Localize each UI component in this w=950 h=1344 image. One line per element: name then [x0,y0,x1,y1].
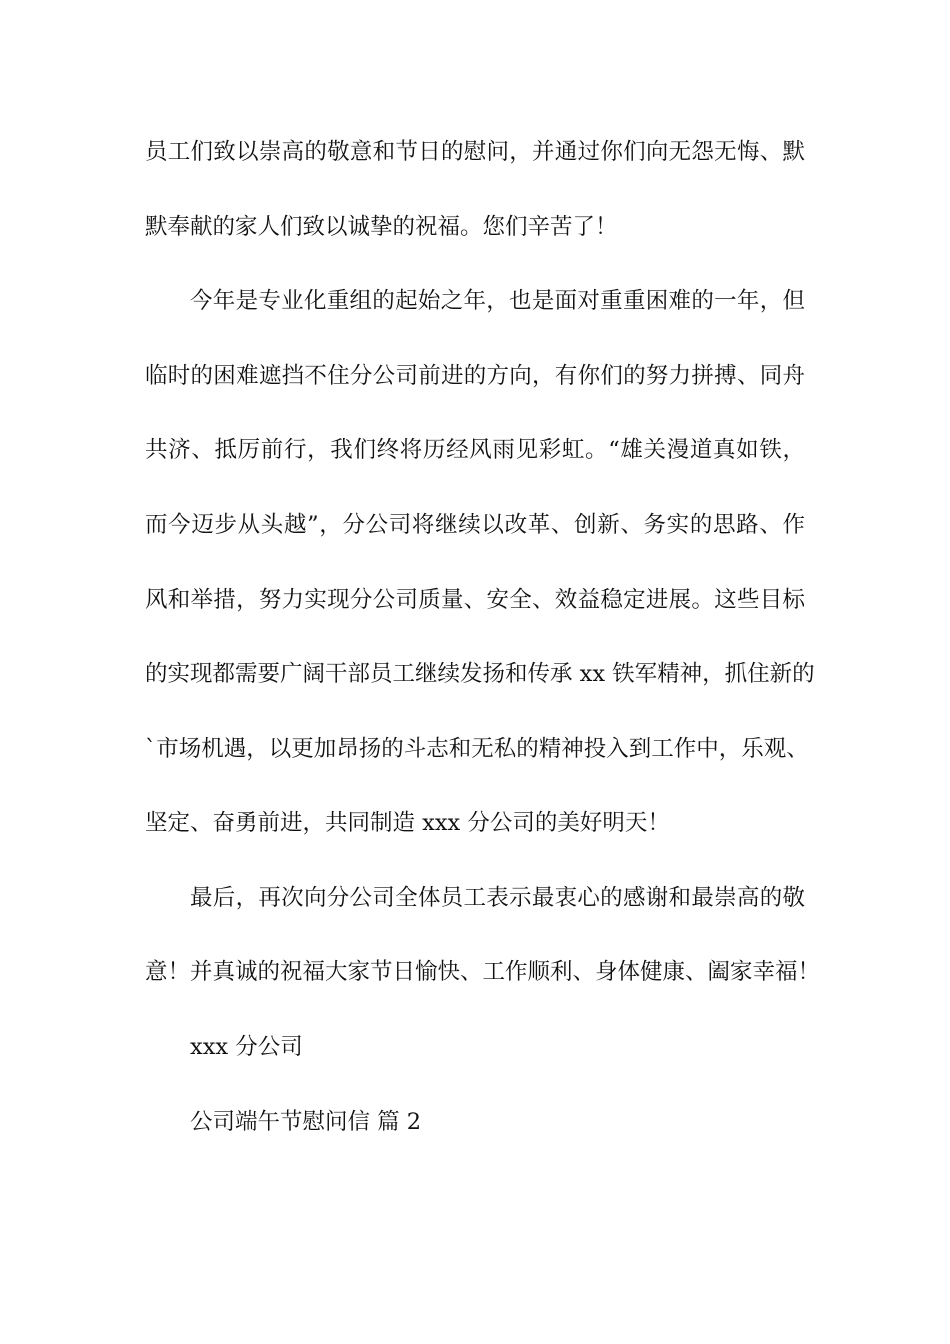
text-line: 风和举措，努力实现分公司质量、安全、效益稳定进展。这些目标 [145,587,805,613]
text-line: 共济、抵厉前行，我们终将历经风雨见彩虹。“雄关漫道真如铁， [145,437,805,463]
text-line: 而今迈步从头越”，分公司将继续以改革、创新、务实的思路、作 [145,512,805,538]
text-line: 意！并真诚的祝福大家节日愉快、工作顺利、身体健康、阖家幸福！ [145,959,821,985]
text-line: 员工们致以崇高的敬意和节日的慰问，并通过你们向无怨无悔、默 [145,139,805,165]
text-line: 默奉献的家人们致以诚挚的祝福。您们辛苦了！ [145,214,618,240]
section-heading: 公司端午节慰问信 篇 2 [190,1109,422,1135]
text-line: 坚定、奋勇前进，共同制造 xxx 分公司的美好明天！ [145,810,670,836]
paragraph-first-line: 最后，再次向分公司全体员工表示最衷心的感谢和最崇高的敬 [190,885,805,911]
signature-line: xxx 分公司 [190,1034,303,1060]
paragraph-first-line: 今年是专业化重组的起始之年，也是面对重重困难的一年，但 [190,288,805,314]
text-line: 的实现都需要广阔干部员工继续发扬和传承 xx 铁军精神，抓住新的 [145,661,815,687]
text-line: `市场机遇，以更加昂扬的斗志和无私的精神投入到工作中，乐观、 [145,736,809,762]
text-line: 临时的困难遮挡不住分公司前进的方向，有你们的努力拼搏、同舟 [145,363,805,389]
